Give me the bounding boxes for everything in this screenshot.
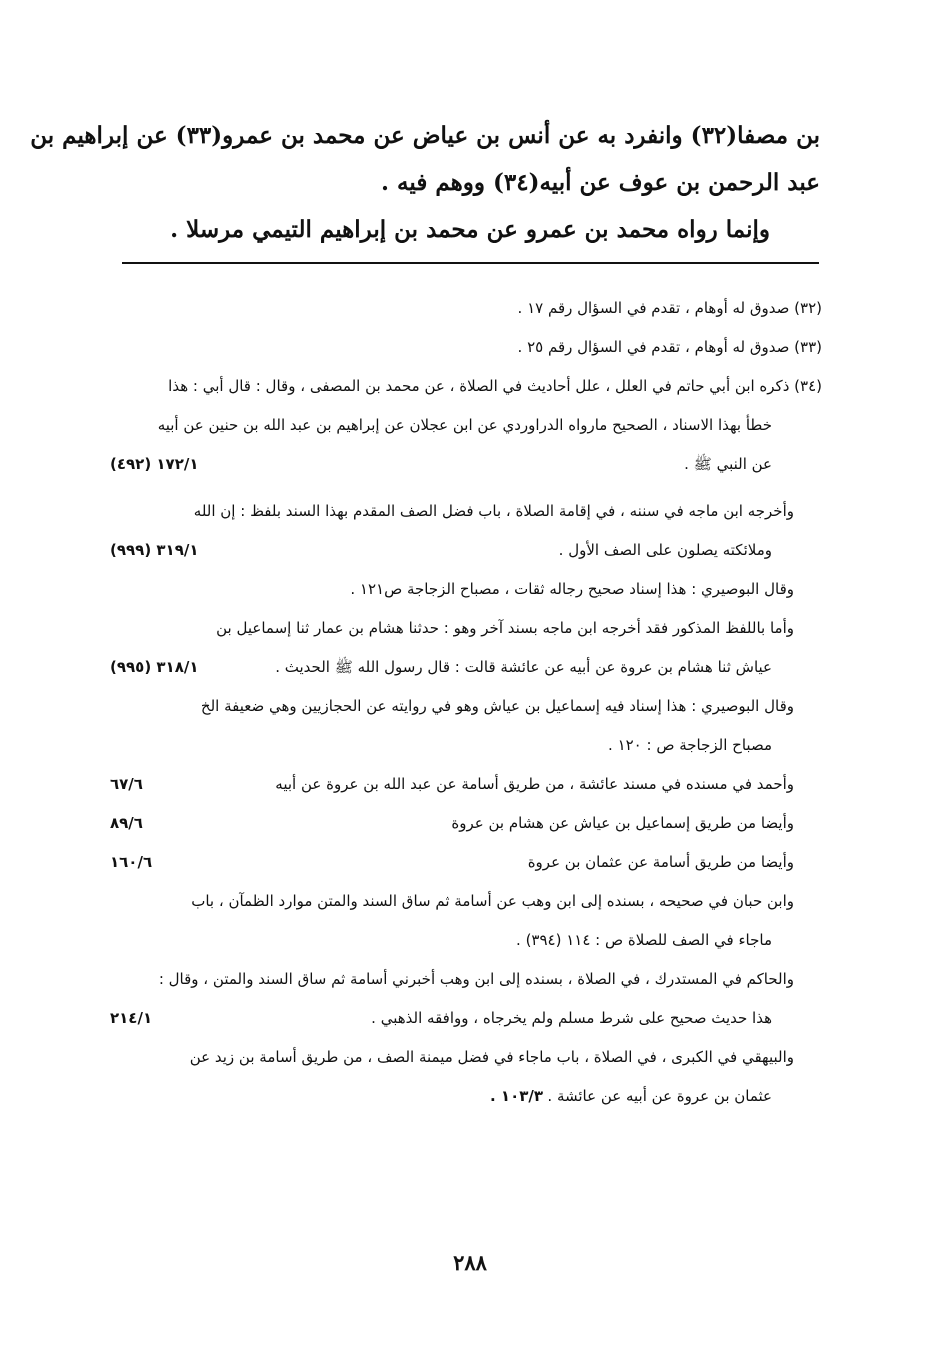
paragraph-busiri-2-line-2: مصباح الزجاجة ص : ١٢٠ .	[608, 736, 772, 754]
paragraph-ibn-majah-line-2-text: وملائكته يصلون على الصف الأول .	[558, 541, 772, 559]
main-text-line-1: بن مصفا(٣٢) وانفرد به عن أنس بن عياض عن محمد بن عمرو(٣٣) عن إبراهيم بن	[30, 122, 820, 149]
reference-number: ٢١٤/١	[110, 1009, 153, 1027]
paragraph-ahmad-line-3-text: وأيضا من طريق أسامة عن عثمان بن عروة	[527, 853, 794, 871]
reference-number: ١٧٢/١ (٤٩٢)	[110, 455, 199, 473]
paragraph-hakim-line-2-text: هذا حديث صحيح على شرط مسلم ولم يخرجاه ، ووافقه الذهبي .	[371, 1009, 772, 1027]
footnote-33: (٣٣) صدوق له أوهام ، تقدم في السؤال رقم ٢٥ .	[517, 338, 822, 356]
page-number: ٢٨٨	[453, 1250, 487, 1275]
reference-number: ٦٧/٦	[110, 775, 143, 793]
reference-number: ٣١٨/١ (٩٩٥)	[110, 658, 199, 676]
main-text-line-3: وإنما رواه محمد بن عمرو عن محمد بن إبراهيم التيمي مرسلا .	[170, 216, 770, 243]
paragraph-ahmad-line-3	[110, 843, 822, 882]
reference-number: ٣١٩/١ (٩٩٩)	[110, 541, 199, 559]
footnote-34-line-3	[110, 445, 822, 484]
paragraph-bayhaqi-line-1: والبيهقي في الكبرى ، في الصلاة ، باب ماجاء في فضل ميمنة الصف ، من طريق أسامة بن زيد عن	[189, 1048, 794, 1066]
paragraph-hakim-line-2	[110, 999, 822, 1038]
paragraph-ibn-majah-line-2	[110, 531, 822, 570]
reference-number: ١٠٣/٣ .	[490, 1087, 544, 1105]
paragraph-ahmad-line-2-text: وأيضا من طريق إسماعيل بن عياش عن هشام بن عروة	[451, 814, 794, 832]
paragraph-ibn-hibban-line-1: وابن حبان في صحيحه ، بسنده إلى ابن وهب عن أسامة ثم ساق السند والمتن موارد الظمآن ، باب	[191, 892, 794, 910]
footnote-34-line-3-text: عن النبي ﷺ .	[684, 455, 772, 473]
paragraph-hakim-line-1: والحاكم في المستدرك ، في الصلاة ، بسنده إلى ابن وهب أخبرني أسامة ثم ساق السند والمتن ، وقال :	[158, 970, 794, 988]
footnote-separator	[122, 262, 819, 264]
paragraph-busiri-2-line-1: وقال البوصيري : هذا إسناد فيه إسماعيل بن عياش وهو في روايته عن الحجازيين وهي ضعيفة الخ	[200, 697, 794, 715]
paragraph-bayhaqi-line-2-text: عثمان بن عروة عن أبيه عن عائشة .	[547, 1087, 772, 1105]
reference-number: ١٦٠/٦	[110, 853, 153, 871]
main-text-line-2: عبد الرحمن بن عوف عن أبيه(٣٤) ووهم فيه .	[381, 169, 820, 196]
paragraph-ahmad-line-1-text: وأحمد في مسنده في مسند عائشة ، من طريق أسامة عن عبد الله بن عروة عن أبيه	[275, 775, 794, 793]
reference-number: ٨٩/٦	[110, 814, 143, 832]
paragraph-other-chain-line-2	[110, 648, 822, 687]
paragraph-busiri-line-1: وقال البوصيري : هذا إسناد صحيح رجاله ثقات ، مصباح الزجاجة ص١٢١ .	[350, 580, 794, 598]
footnote-34-line-1: (٣٤) ذكره ابن أبي حاتم في العلل ، علل أحاديث في الصلاة ، عن محمد بن المصفى ، وقال : قال أبي : هذا	[168, 377, 822, 395]
paragraph-ibn-hibban-line-2: ماجاء في الصف للصلاة ص : ١١٤ (٣٩٤) .	[516, 931, 772, 949]
paragraph-bayhaqi-line-2	[110, 1077, 822, 1116]
footnotes-block	[110, 289, 822, 1116]
main-text-block	[30, 112, 820, 253]
footnote-34-line-2: خطأ بهذا الاسناد ، الصحيح مارواه الدراوردي عن ابن عجلان عن إبراهيم بن عبد الله بن حنين عن أبيه	[157, 416, 772, 434]
paragraph-other-chain-line-1: وأما باللفظ المذكور فقد أخرجه ابن ماجه بسند آخر وهو : حدثنا هشام بن عمار ثنا إسماعيل بن	[216, 619, 794, 637]
paragraph-ahmad-line-2	[110, 804, 822, 843]
paragraph-ibn-majah-line-1: وأخرجه ابن ماجه في سننه ، في إقامة الصلاة ، باب فضل الصف المقدم بهذا السند بلفظ : إن الله	[193, 502, 794, 520]
paragraph-ahmad-line-1	[110, 765, 822, 804]
footnote-32: (٣٢) صدوق له أوهام ، تقدم في السؤال رقم ١٧ .	[517, 299, 822, 317]
paragraph-other-chain-line-2-text: عياش ثنا هشام بن عروة عن أبيه عن عائشة قالت : قال رسول الله ﷺ الحديث .	[275, 658, 772, 676]
